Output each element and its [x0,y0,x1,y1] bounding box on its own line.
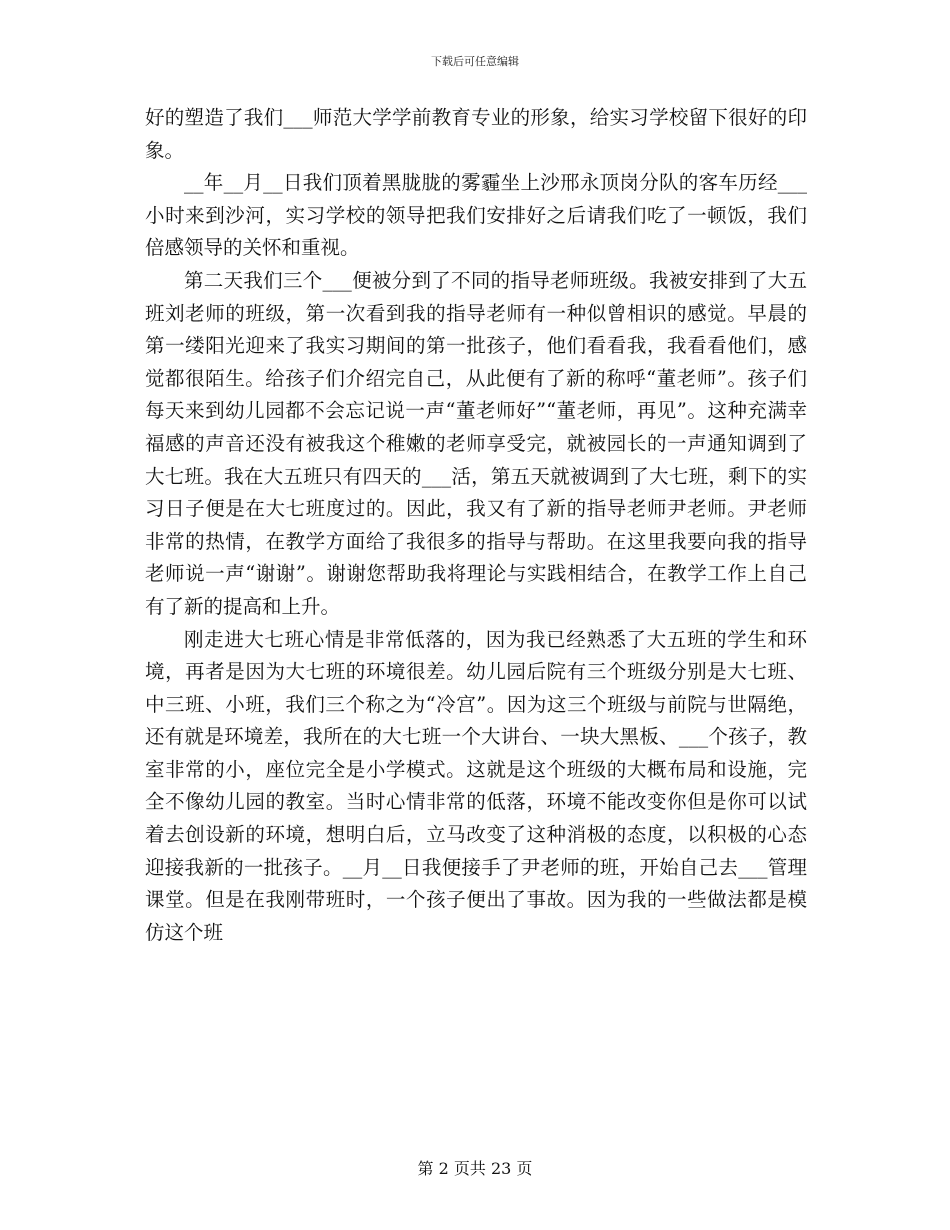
paragraph-1: 好的塑造了我们___师范大学学前教育专业的形象，给实习学校留下很好的印象。 [145,106,807,162]
paragraph-3: 第二天我们三个___便被分到了不同的指导老师班级。我被安排到了大五班刘老师的班级，第一次看到我的指导老师有一种似曾相识的感觉。早晨的第一缕阳光迎来了我实习期间的第一批孩子，他们看看我，我看看他们，感觉都很陌生。给孩子们介绍完自己，从此便有了新的称呼“董老师”。孩子们每天来到幼儿园都不会忘记说一声“董老师好”“董老师，再见”。这种充满幸福感的声音还没有被我这个稚嫩的老师享受完，就被园长的一声通知调到了大七班。我在大五班只有四天的___活，第五天就被调到了大七班，剩下的实习日子便是在大七班度过的。因此，我又有了新的指导老师尹老师。尹老师非常的热情，在教学方面给了我很多的指导与帮助。在这里我要向我的指导老师说一声“谢谢”。谢谢您帮助我将理论与实践相结合，在教学工作上自己有了新的提高和上升。 [145,268,807,618]
document-body [145,102,807,949]
page-header: 下载后可任意编辑 [431,55,519,68]
paragraph-2: __年__月__日我们顶着黑胧胧的雾霾坐上沙邢永顶岗分队的客车历经___小时来到沙河，实习学校的领导把我们安排好之后请我们吃了一顿饭，我们倍感领导的关怀和重视。 [145,171,807,260]
page-footer: 第 2 页共 23 页 [417,1159,533,1178]
paragraph-4: 刚走进大七班心情是非常低落的，因为我已经熟悉了大五班的学生和环境，再者是因为大七班的环境很差。幼儿园后院有三个班级分别是大七班、中三班、小班，我们三个称之为“冷宫”。因为这三个班级与前院与世隔绝，还有就是环境差，我所在的大七班一个大讲台、一块大黑板、___个孩子，教室非常的小，座位完全是小学模式。这就是这个班级的大概布局和设施，完全不像幼儿园的教室。当时心情非常的低落，环境不能改变你但是你可以试着去创设新的环境，想明白后，立马改变了这种消极的态度，以积极的心态迎接我新的一批孩子。__月__日我便接手了尹老师的班，开始自己去___管理课堂。但是在我刚带班时，一个孩子便出了事故。因为我的一些做法都是模仿这个班 [145,627,807,944]
